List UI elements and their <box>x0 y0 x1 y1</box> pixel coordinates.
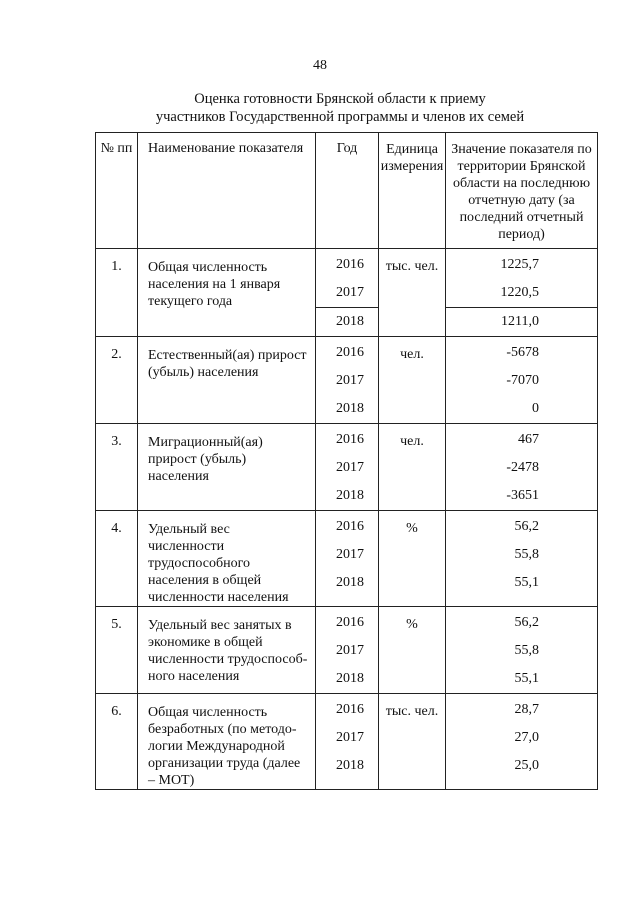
indicator-value: 56,2 <box>514 519 539 534</box>
indicator-value: -5678 <box>506 345 539 360</box>
row-number: 4. <box>96 511 138 607</box>
year-value: 2016 <box>336 615 364 630</box>
table-row <box>96 249 598 337</box>
indicator-value: 1220,5 <box>500 285 539 300</box>
year-cell <box>316 607 379 694</box>
indicator-value: 56,2 <box>514 615 539 630</box>
year-cell <box>316 249 379 337</box>
year-value: 2016 <box>336 432 364 447</box>
indicator-value: 0 <box>532 401 539 416</box>
value-cell <box>446 337 598 424</box>
year-value: 2018 <box>336 671 364 686</box>
value-cell <box>446 424 598 511</box>
title-line-1: Оценка готовности Брянской области к приему <box>194 91 486 107</box>
year-value: 2017 <box>336 373 364 388</box>
indicators-table <box>95 132 598 790</box>
header-unit: Единица измерения <box>379 133 446 249</box>
year-value: 2018 <box>336 488 364 503</box>
indicator-name: Естественный(ая) прирост (убыль) населения <box>138 337 316 424</box>
indicator-value: -2478 <box>506 460 539 475</box>
year-value: 2018 <box>336 401 364 416</box>
row-number: 1. <box>96 249 138 337</box>
year-value: 2016 <box>336 519 364 534</box>
year-value: 2017 <box>336 547 364 562</box>
table-body <box>96 249 598 790</box>
indicator-value: -7070 <box>506 373 539 388</box>
indicator-value: 55,1 <box>514 671 539 686</box>
year-value: 2017 <box>336 285 364 300</box>
title-line-2: участников Государственной программы и членов их семей <box>155 109 525 125</box>
indicator-value: 28,7 <box>514 702 539 717</box>
indicator-value: 1211,0 <box>446 307 597 336</box>
table-row <box>96 424 598 511</box>
indicator-value: 25,0 <box>514 758 539 773</box>
row-number: 3. <box>96 424 138 511</box>
table-row <box>96 511 598 607</box>
year-cell <box>316 337 379 424</box>
value-cell <box>446 249 598 337</box>
year-value: 2018 <box>336 758 364 773</box>
value-cell <box>446 511 598 607</box>
indicator-value: 55,8 <box>514 547 539 562</box>
indicator-name: Удельный вес численности трудоспособного населения в общей численности населения <box>138 511 316 607</box>
indicator-value: 1225,7 <box>500 257 539 272</box>
header-year: Год <box>316 133 379 249</box>
indicator-value: 55,8 <box>514 643 539 658</box>
row-number: 5. <box>96 607 138 694</box>
year-cell <box>316 694 379 790</box>
year-value: 2016 <box>336 702 364 717</box>
year-cell <box>316 511 379 607</box>
year-value: 2016 <box>336 345 364 360</box>
indicator-value: 55,1 <box>514 575 539 590</box>
indicator-name: Общая численность населения на 1 января текущего года <box>138 249 316 337</box>
indicator-value: -3651 <box>506 488 539 503</box>
year-value: 2017 <box>336 643 364 658</box>
table-row <box>96 694 598 790</box>
value-cell <box>446 694 598 790</box>
year-value: 2018 <box>336 575 364 590</box>
unit-cell: тыс. чел. <box>379 694 446 790</box>
table-row <box>96 337 598 424</box>
unit-cell: чел. <box>379 337 446 424</box>
page-number: 48 <box>313 58 327 73</box>
row-number: 6. <box>96 694 138 790</box>
year-cell <box>316 424 379 511</box>
indicator-name: Удельный вес занятых в экономике в общей численности трудоспособ-ного населения <box>138 607 316 694</box>
unit-cell: % <box>379 511 446 607</box>
unit-cell: тыс. чел. <box>379 249 446 337</box>
row-number: 2. <box>96 337 138 424</box>
value-cell <box>446 607 598 694</box>
header-num: № пп <box>96 133 138 249</box>
header-value: Значение показателя по территории Брянской области на последнюю отчетную дату (за последний отчетный период) <box>446 133 598 249</box>
year-value: 2018 <box>316 307 378 336</box>
document-title <box>140 90 540 126</box>
header-name: Наименование показателя <box>138 133 316 249</box>
indicator-value: 467 <box>518 432 539 447</box>
table-header-row <box>96 133 598 249</box>
unit-cell: % <box>379 607 446 694</box>
indicator-name: Общая численность безработных (по методо-логии Международной организации труда (далее – МОТ) <box>138 694 316 790</box>
year-value: 2016 <box>336 257 364 272</box>
year-value: 2017 <box>336 460 364 475</box>
table-row <box>96 607 598 694</box>
year-value: 2017 <box>336 730 364 745</box>
unit-cell: чел. <box>379 424 446 511</box>
indicator-name: Миграционный(ая) прирост (убыль) населения <box>138 424 316 511</box>
indicator-value: 27,0 <box>514 730 539 745</box>
